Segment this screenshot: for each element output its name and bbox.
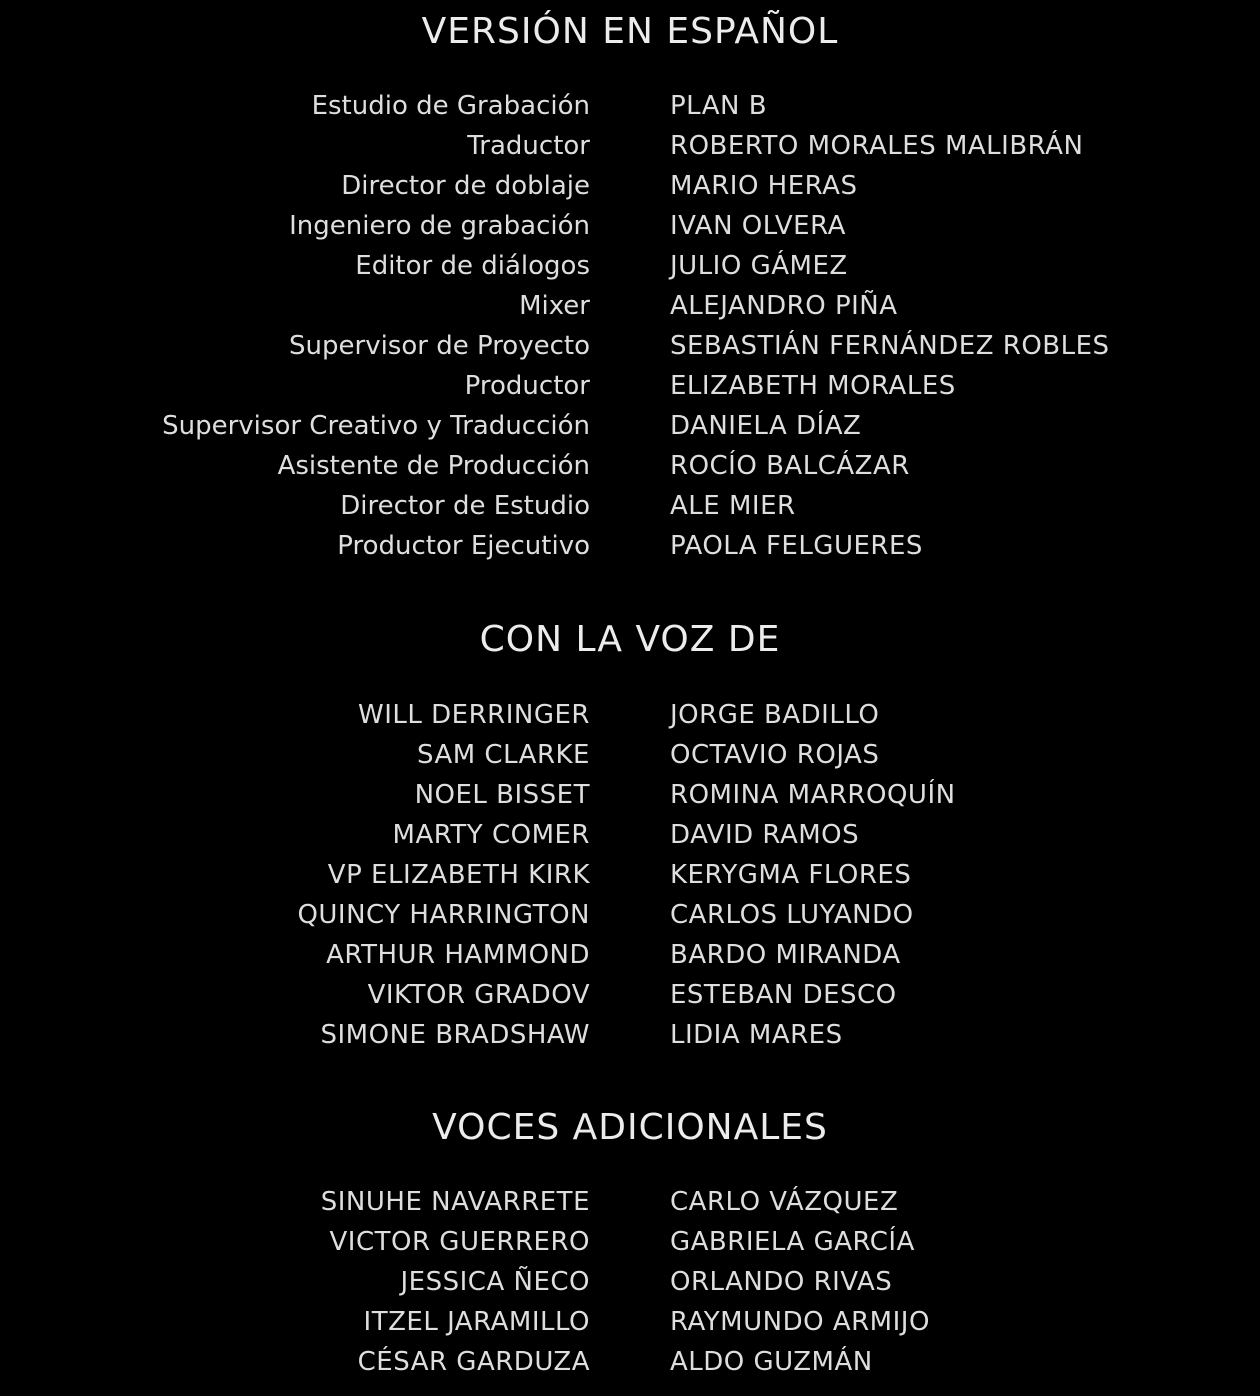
credit-role: Traductor <box>467 131 590 161</box>
credit-person: SEBASTIÁN FERNÁNDEZ ROBLES <box>670 331 1110 361</box>
credit-row <box>0 486 1260 526</box>
credit-row <box>0 286 1260 326</box>
credit-row <box>0 975 1260 1015</box>
credit-row <box>0 735 1260 775</box>
credit-person: DANIELA DÍAZ <box>670 411 862 441</box>
section-title-version-espanol: VERSIÓN EN ESPAÑOL <box>421 11 839 52</box>
credit-role: Director de Estudio <box>340 491 590 521</box>
credit-row <box>0 1262 1260 1302</box>
voice-actor-name: CARLO VÁZQUEZ <box>670 1187 899 1217</box>
voice-actor-name: ROMINA MARROQUÍN <box>670 780 956 810</box>
credit-row <box>0 695 1260 735</box>
character-name: WILL DERRINGER <box>358 700 590 730</box>
credit-role: Asistente de Producción <box>277 451 590 481</box>
credit-row <box>0 935 1260 975</box>
credit-row <box>0 246 1260 286</box>
character-name: VIKTOR GRADOV <box>367 980 590 1010</box>
credit-person: PLAN B <box>670 91 768 121</box>
voice-actor-name: KERYGMA FLORES <box>670 860 912 890</box>
credit-person: ALEJANDRO PIÑA <box>670 291 898 321</box>
credit-row <box>0 526 1260 566</box>
voice-actor-name: JORGE BADILLO <box>670 700 880 730</box>
voice-actor-name: RAYMUNDO ARMIJO <box>670 1307 930 1337</box>
credit-role: Estudio de Grabación <box>311 91 590 121</box>
credit-person: MARIO HERAS <box>670 171 858 201</box>
credit-role: Productor Ejecutivo <box>337 531 590 561</box>
credits-list-con-la-voz-de <box>0 695 1260 1055</box>
voice-actor-name: BARDO MIRANDA <box>670 940 901 970</box>
voice-actor-name: OCTAVIO ROJAS <box>670 740 880 770</box>
section-title-con-la-voz-de: CON LA VOZ DE <box>479 619 781 660</box>
character-name: SINUHE NAVARRETE <box>320 1187 590 1217</box>
voice-actor-name: ESTEBAN DESCO <box>670 980 897 1010</box>
credit-row <box>0 126 1260 166</box>
credit-row <box>0 326 1260 366</box>
credits-list-version-espanol <box>0 86 1260 566</box>
credit-person: PAOLA FELGUERES <box>670 531 923 561</box>
credit-row <box>0 895 1260 935</box>
credit-row <box>0 815 1260 855</box>
credit-row <box>0 206 1260 246</box>
credit-row <box>0 406 1260 446</box>
credit-role: Editor de diálogos <box>355 251 590 281</box>
credit-row <box>0 1342 1260 1382</box>
credit-row <box>0 86 1260 126</box>
character-name: VP ELIZABETH KIRK <box>327 860 590 890</box>
credit-role: Director de doblaje <box>341 171 590 201</box>
character-name: NOEL BISSET <box>414 780 590 810</box>
section-title-voces-adicionales: VOCES ADICIONALES <box>432 1107 828 1148</box>
credit-row <box>0 366 1260 406</box>
voice-actor-name: DAVID RAMOS <box>670 820 860 850</box>
credits-list-voces-adicionales <box>0 1182 1260 1382</box>
character-name: QUINCY HARRINGTON <box>297 900 590 930</box>
character-name: SAM CLARKE <box>416 740 590 770</box>
credit-person: ROCÍO BALCÁZAR <box>670 451 910 481</box>
character-name: CÉSAR GARDUZA <box>357 1347 590 1377</box>
credit-person: ROBERTO MORALES MALIBRÁN <box>670 131 1084 161</box>
character-name: ITZEL JARAMILLO <box>363 1307 590 1337</box>
credit-person: JULIO GÁMEZ <box>670 251 848 281</box>
credit-person: IVAN OLVERA <box>670 211 846 241</box>
credit-person: ELIZABETH MORALES <box>670 371 956 401</box>
credit-row <box>0 1222 1260 1262</box>
credit-role: Productor <box>464 371 590 401</box>
voice-actor-name: LIDIA MARES <box>670 1020 843 1050</box>
credit-role: Supervisor de Proyecto <box>289 331 590 361</box>
character-name: VICTOR GUERRERO <box>329 1227 590 1257</box>
credit-row <box>0 446 1260 486</box>
credit-row <box>0 166 1260 206</box>
character-name: MARTY COMER <box>392 820 590 850</box>
voice-actor-name: GABRIELA GARCÍA <box>670 1227 915 1257</box>
credit-role: Ingeniero de grabación <box>289 211 590 241</box>
credit-role: Supervisor Creativo y Traducción <box>162 411 590 441</box>
credit-person: ALE MIER <box>670 491 796 521</box>
credit-row <box>0 1302 1260 1342</box>
voice-actor-name: CARLOS LUYANDO <box>670 900 914 930</box>
credit-row <box>0 775 1260 815</box>
credit-role: Mixer <box>519 291 590 321</box>
character-name: SIMONE BRADSHAW <box>320 1020 590 1050</box>
voice-actor-name: ALDO GUZMÁN <box>670 1347 873 1377</box>
credit-row <box>0 1015 1260 1055</box>
character-name: JESSICA ÑECO <box>400 1267 590 1297</box>
character-name: ARTHUR HAMMOND <box>326 940 590 970</box>
credit-row <box>0 1182 1260 1222</box>
voice-actor-name: ORLANDO RIVAS <box>670 1267 893 1297</box>
credit-row <box>0 855 1260 895</box>
